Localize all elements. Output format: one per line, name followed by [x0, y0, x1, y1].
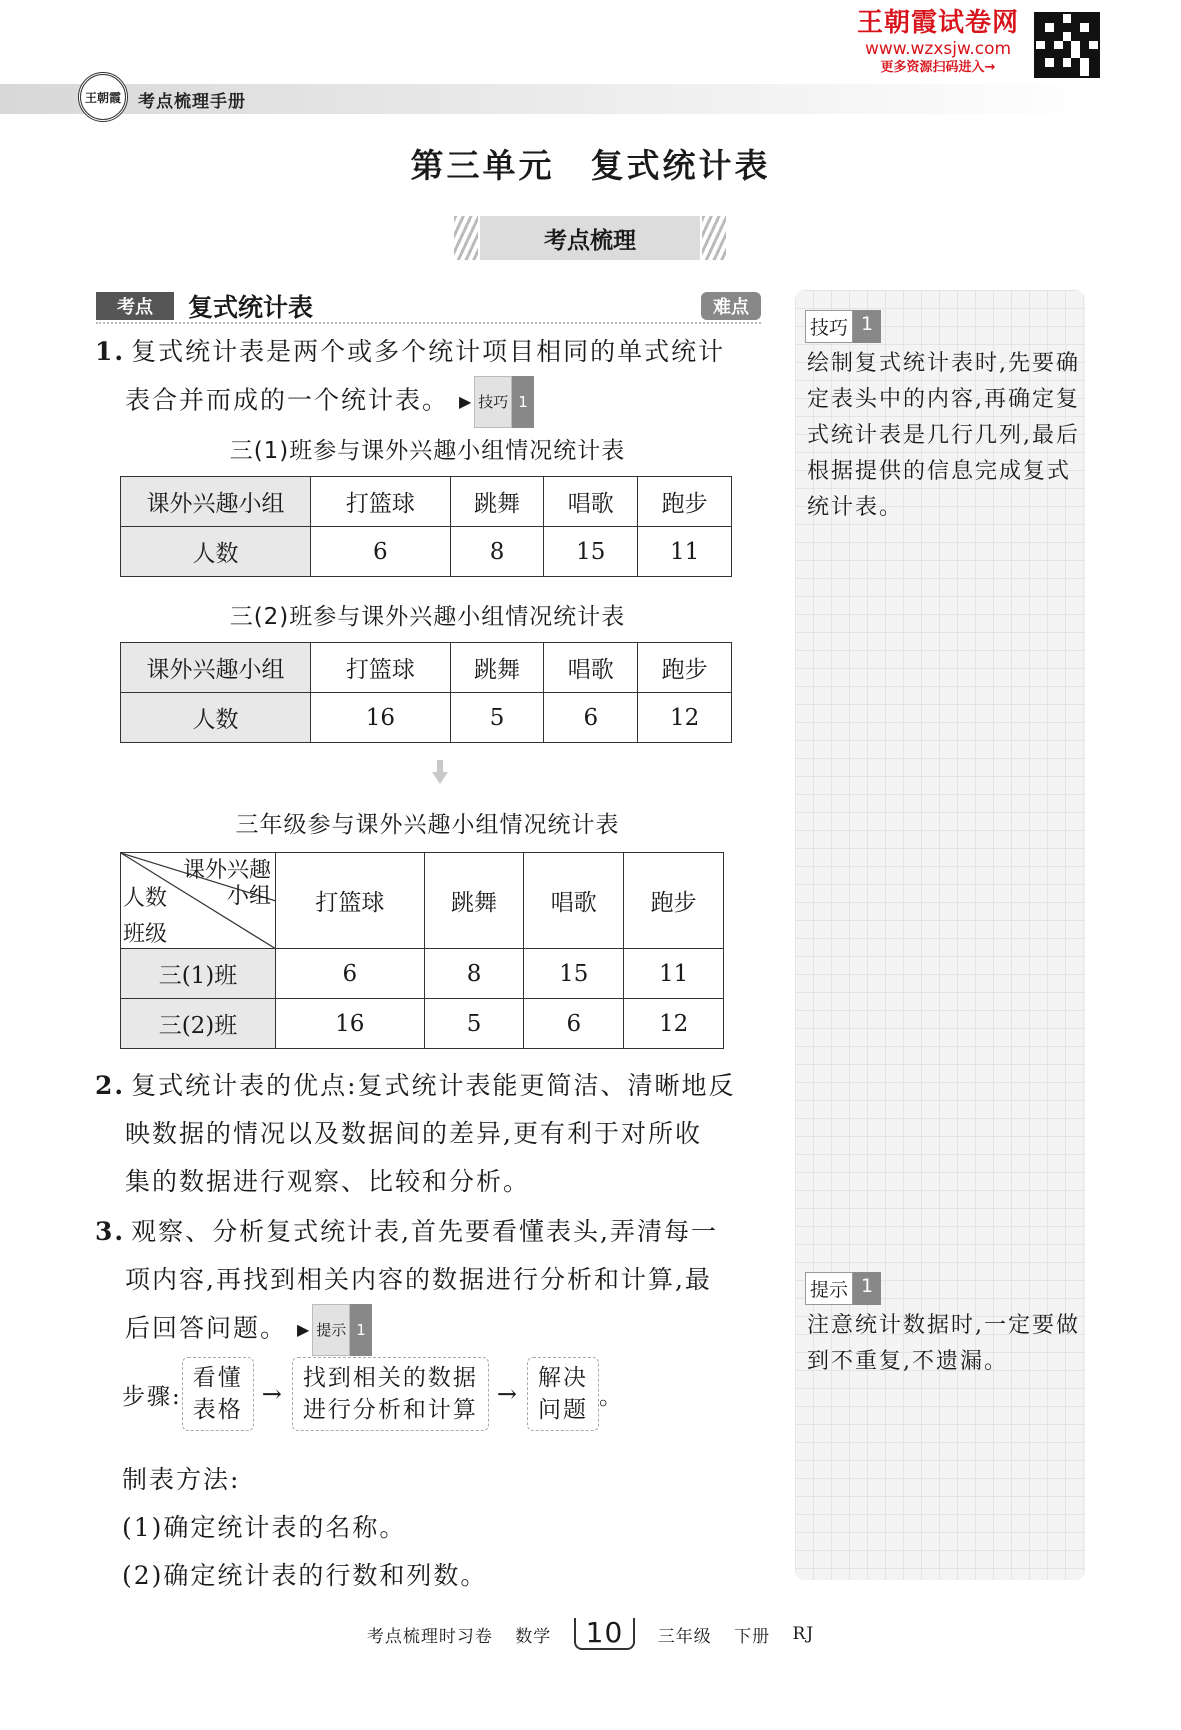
step-box	[527, 1357, 599, 1431]
step-box	[292, 1357, 489, 1431]
table-cell: 8	[450, 527, 544, 577]
table-cell: 16	[311, 693, 451, 743]
table-cell: 11	[638, 527, 732, 577]
footer-text: RJ	[792, 1624, 815, 1644]
table-header-cell: 跑步	[638, 643, 732, 693]
point-2	[95, 1062, 765, 1206]
tip-text: 绘制复式统计表时,先要确定表头中的内容,再确定复式统计表是几行几列,最后根据提供的信息完成复式统计表。	[807, 351, 1080, 520]
table2	[120, 642, 732, 743]
point-text: 项内容,再找到相关内容的数据进行分析和计算,最	[125, 1265, 712, 1294]
table-cell: 12	[624, 999, 724, 1049]
point-1	[95, 328, 765, 428]
point-text: 观察、分析复式统计表,首先要看懂表头,弄清每一	[131, 1217, 719, 1246]
table-row	[121, 949, 724, 999]
table-cell: 5	[450, 693, 544, 743]
table-cell: 15	[544, 527, 638, 577]
hint-number: 1	[853, 1272, 881, 1305]
hint-ref-label: 提示	[312, 1304, 350, 1356]
point-text: 复式统计表是两个或多个统计项目相同的单式统计	[131, 337, 726, 366]
table-header-cell: 唱歌	[524, 853, 624, 949]
step-text: 看懂	[192, 1365, 243, 1391]
qr-code-icon[interactable]	[1034, 12, 1100, 78]
point-number: 1.	[95, 337, 126, 366]
point-number: 2.	[95, 1071, 126, 1100]
logo-text: 王朝霞	[84, 90, 121, 105]
tip-ref-label: 技巧	[474, 376, 512, 428]
table-cell: 6	[276, 949, 425, 999]
hint-text: 注意统计数据时,一定要做到不重复,不遗漏。	[807, 1313, 1080, 1374]
table-header-cell: 打篮球	[276, 853, 425, 949]
topic-tag: 考点	[96, 292, 174, 320]
table-row	[121, 643, 732, 693]
table-row	[121, 693, 732, 743]
table1-caption: 三(1)班参与课外兴趣小组情况统计表	[229, 438, 626, 464]
table-header-cell: 课外兴趣小组	[121, 643, 311, 693]
diag-label-bottom: 班级	[123, 922, 168, 947]
step-text: 问题	[537, 1397, 588, 1423]
table-header-cell: 跑步	[624, 853, 724, 949]
play-triangle-icon: ▶	[458, 392, 472, 411]
table-cell: 6	[311, 527, 451, 577]
hint-reference[interactable]	[297, 1304, 372, 1356]
table-cell: 16	[276, 999, 425, 1049]
table-row	[121, 477, 732, 527]
tip-reference[interactable]	[459, 376, 534, 428]
unit-title: 第三单元 复式统计表	[410, 146, 771, 185]
point-text: 映数据的情况以及数据间的差异,更有利于对所收	[125, 1119, 702, 1148]
diag-label-top2: 小组	[226, 884, 271, 909]
tip-number: 1	[853, 310, 881, 343]
method-item: (2)确定统计表的行数和列数。	[122, 1561, 488, 1590]
point-text: 集的数据进行观察、比较和分析。	[125, 1167, 531, 1196]
point-text: 后回答问题。	[125, 1313, 288, 1343]
footer	[0, 1618, 1181, 1650]
hint-ref-number: 1	[350, 1304, 372, 1356]
point-3	[95, 1208, 765, 1356]
table-row	[121, 999, 724, 1049]
tip-label: 技巧	[805, 310, 853, 343]
arrow-right-icon: →	[261, 1380, 284, 1408]
table-cell: 6	[524, 999, 624, 1049]
table3	[120, 852, 724, 1049]
table-cell: 11	[624, 949, 724, 999]
method-item: (1)确定统计表的名称。	[122, 1513, 407, 1542]
steps-end: 。	[598, 1383, 624, 1410]
point-text: 表合并而成的一个统计表。	[125, 385, 450, 415]
table-header-cell: 唱歌	[544, 643, 638, 693]
steps-flow	[122, 1354, 624, 1434]
table-cell: 5	[424, 999, 524, 1049]
table-header-cell: 跳舞	[450, 477, 544, 527]
table-header-cell: 跳舞	[450, 643, 544, 693]
table-cell: 15	[524, 949, 624, 999]
topic-bar	[96, 290, 761, 324]
point-number: 3.	[95, 1217, 126, 1246]
side-notes-panel	[795, 290, 1085, 1580]
table-cell: 12	[638, 693, 732, 743]
step-box	[182, 1357, 254, 1431]
down-arrow-icon	[432, 760, 448, 784]
table-header-cell: 跑步	[638, 477, 732, 527]
table-header-cell: 课外兴趣小组	[121, 477, 311, 527]
table-row	[121, 853, 724, 949]
table1	[120, 476, 732, 577]
table3-caption: 三年级参与课外兴趣小组情况统计表	[235, 812, 620, 838]
table-cell: 三(1)班	[121, 949, 276, 999]
point-text: 复式统计表的优点:复式统计表能更简洁、清晰地反	[131, 1071, 736, 1100]
table-cell: 人数	[121, 527, 311, 577]
footer-text: 下册	[734, 1626, 771, 1647]
topic-name: 复式统计表	[188, 293, 314, 322]
step-text: 表格	[192, 1397, 243, 1423]
hint-tag	[805, 1272, 881, 1305]
table-header-cell: 打篮球	[311, 643, 451, 693]
table-header-cell: 打篮球	[311, 477, 451, 527]
page-number: 10	[574, 1618, 636, 1650]
brand-url[interactable]: www.wzxsjw.com	[864, 39, 1012, 59]
tip-tag	[805, 310, 881, 343]
method-title: 制表方法:	[122, 1465, 241, 1494]
table-cell: 6	[544, 693, 638, 743]
table-cell: 8	[424, 949, 524, 999]
arrow-right-icon: →	[496, 1380, 519, 1408]
diagonal-header-cell	[121, 853, 276, 949]
diag-label-mid: 人数	[123, 886, 168, 911]
brand-block	[848, 8, 1028, 76]
tip-ref-number: 1	[512, 376, 534, 428]
step-text: 解决	[537, 1365, 588, 1391]
table-header-cell: 唱歌	[544, 477, 638, 527]
table-cell: 人数	[121, 693, 311, 743]
table-header-cell: 跳舞	[424, 853, 524, 949]
diag-label-top: 课外兴趣	[182, 858, 271, 883]
footer-text: 三年级	[657, 1626, 712, 1647]
section-badge: 考点梳理	[480, 216, 700, 260]
method-block	[122, 1456, 792, 1600]
brand-title: 王朝霞试卷网	[856, 8, 1019, 38]
table2-caption: 三(2)班参与课外兴趣小组情况统计表	[229, 604, 626, 630]
play-triangle-icon: ▶	[296, 1320, 310, 1339]
handbook-label: 考点梳理手册	[138, 92, 246, 112]
publisher-logo	[78, 72, 128, 122]
step-text: 找到相关的数据	[302, 1365, 478, 1391]
footer-text: 考点梳理时习卷	[366, 1626, 493, 1647]
table-cell: 三(2)班	[121, 999, 276, 1049]
brand-scan-hint: 更多资源扫码进入→	[880, 60, 996, 75]
table-row	[121, 527, 732, 577]
difficulty-badge: 难点	[701, 292, 761, 320]
steps-label: 步骤:	[122, 1383, 182, 1410]
step-text: 进行分析和计算	[302, 1397, 478, 1423]
footer-text: 数学	[515, 1626, 552, 1647]
hint-label: 提示	[805, 1272, 853, 1305]
